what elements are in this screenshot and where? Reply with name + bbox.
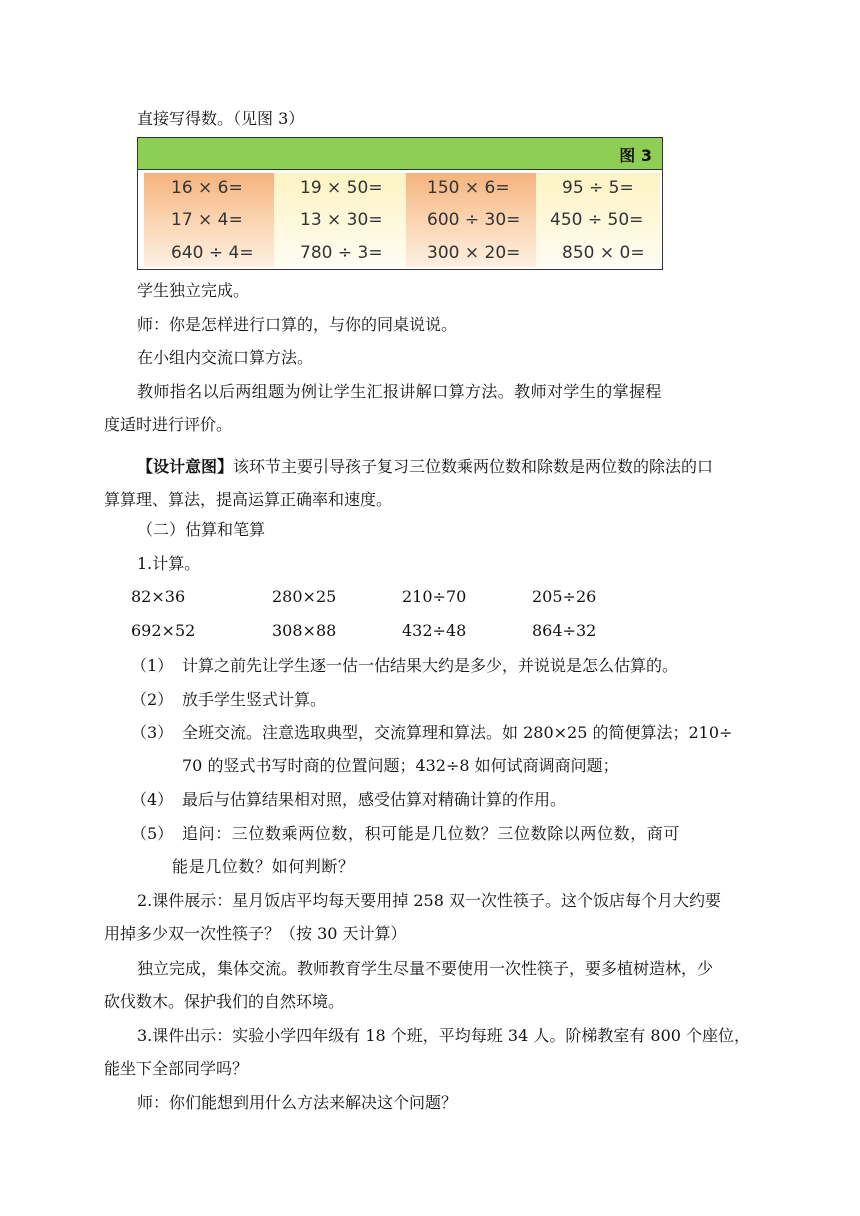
figure-cell: 640 ÷ 4= xyxy=(171,243,254,263)
figure-cell: 150 × 6= xyxy=(427,178,510,198)
step-text: 追问：三位数乘两位数，积可能是几位数？三位数除以两位数，商可 xyxy=(182,824,681,843)
calc-item: 210÷70 xyxy=(402,587,467,606)
calc-item: 308×88 xyxy=(272,621,337,640)
design-intent xyxy=(137,456,713,478)
problem-text: 2.课件展示：星月饭店平均每天要用掉 258 双一次性筷子。这个饭店每个月大约要 xyxy=(137,891,721,910)
design-intent-text: 该环节主要引导孩子复习三位数乘两位数和除数是两位数的除法的口 xyxy=(233,457,714,476)
figure-cell: 17 × 4= xyxy=(171,210,243,230)
paragraph: 在小组内交流口算方法。 xyxy=(137,348,314,367)
problem-text: 独立完成，集体交流。教师教育学生尽量不要使用一次性筷子，要多植树造林，少 xyxy=(137,959,714,978)
step-text: 最后与估算结果相对照，感受估算对精确计算的作用。 xyxy=(182,790,567,809)
figure-header xyxy=(138,138,662,170)
figure-3 xyxy=(137,137,663,270)
paragraph: 教师指名以后两组题为例让学生汇报讲解口算方法。教师对学生的掌握程 xyxy=(137,382,662,401)
figure-cell: 300 × 20= xyxy=(427,243,521,263)
figure-cell: 850 × 0= xyxy=(562,243,645,263)
problem-text: 3.课件出示：实验小学四年级有 18 个班，平均每班 34 人。阶梯教室有 800 个座位， xyxy=(137,1026,751,1045)
step-number: （4） xyxy=(131,790,174,809)
step-text: 放手学生竖式计算。 xyxy=(182,690,327,709)
step-number: （3） xyxy=(131,723,174,742)
design-intent-tag: 【设计意图】 xyxy=(137,457,234,476)
calc-item: 82×36 xyxy=(131,587,186,606)
figure-cell: 13 × 30= xyxy=(300,210,383,230)
calc-item: 280×25 xyxy=(272,587,337,606)
problem-text: 砍伐数木。保护我们的自然环境。 xyxy=(104,992,345,1011)
paragraph: 师：你是怎样进行口算的，与你的同桌说说。 xyxy=(137,315,458,334)
problem-text: 能坐下全部同学吗？ xyxy=(104,1059,249,1078)
step-text: 计算之前先让学生逐一估一估结果大约是多少，并说说是怎么估算的。 xyxy=(182,656,679,675)
paragraph: 学生独立完成。 xyxy=(137,281,250,300)
calc-item: 864÷32 xyxy=(532,621,597,640)
problem-text: 师：你们能想到用什么方法来解决这个问题？ xyxy=(137,1093,458,1112)
figure-cell: 16 × 6= xyxy=(171,178,243,198)
step-number: （5） xyxy=(131,824,174,843)
step-number: （1） xyxy=(131,656,174,675)
step-text: 能是几位数？如何判断？ xyxy=(172,857,355,876)
calc-item: 692×52 xyxy=(131,621,196,640)
problem-text: 用掉多少双一次性筷子？（按 30 天计算） xyxy=(104,924,407,943)
figure-cell: 780 ÷ 3= xyxy=(300,243,383,263)
figure-label: 图 3 xyxy=(619,146,652,165)
figure-cell: 95 ÷ 5= xyxy=(562,178,634,198)
section-title: （二）估算和笔算 xyxy=(137,520,266,539)
calc-item: 432÷48 xyxy=(402,621,467,640)
figure-cell: 450 ÷ 50= xyxy=(550,210,644,230)
design-intent-cont: 算算理、算法，提高运算正确率和速度。 xyxy=(104,490,393,509)
calc-item: 205÷26 xyxy=(532,587,597,606)
step-text: 70 的竖式书写时商的位置问题；432÷8 如何试商调商问题； xyxy=(182,756,619,775)
calc-title: 1.计算。 xyxy=(137,554,201,573)
paragraph: 度适时进行评价。 xyxy=(104,415,233,434)
intro-line: 直接写得数。（见图 3） xyxy=(137,109,305,128)
figure-cell: 600 ÷ 30= xyxy=(427,210,521,230)
figure-cell: 19 × 50= xyxy=(300,178,383,198)
step-number: （2） xyxy=(131,690,174,709)
step-text: 全班交流。注意选取典型，交流算理和算法。如 280×25 的简便算法；210÷ xyxy=(182,723,733,742)
